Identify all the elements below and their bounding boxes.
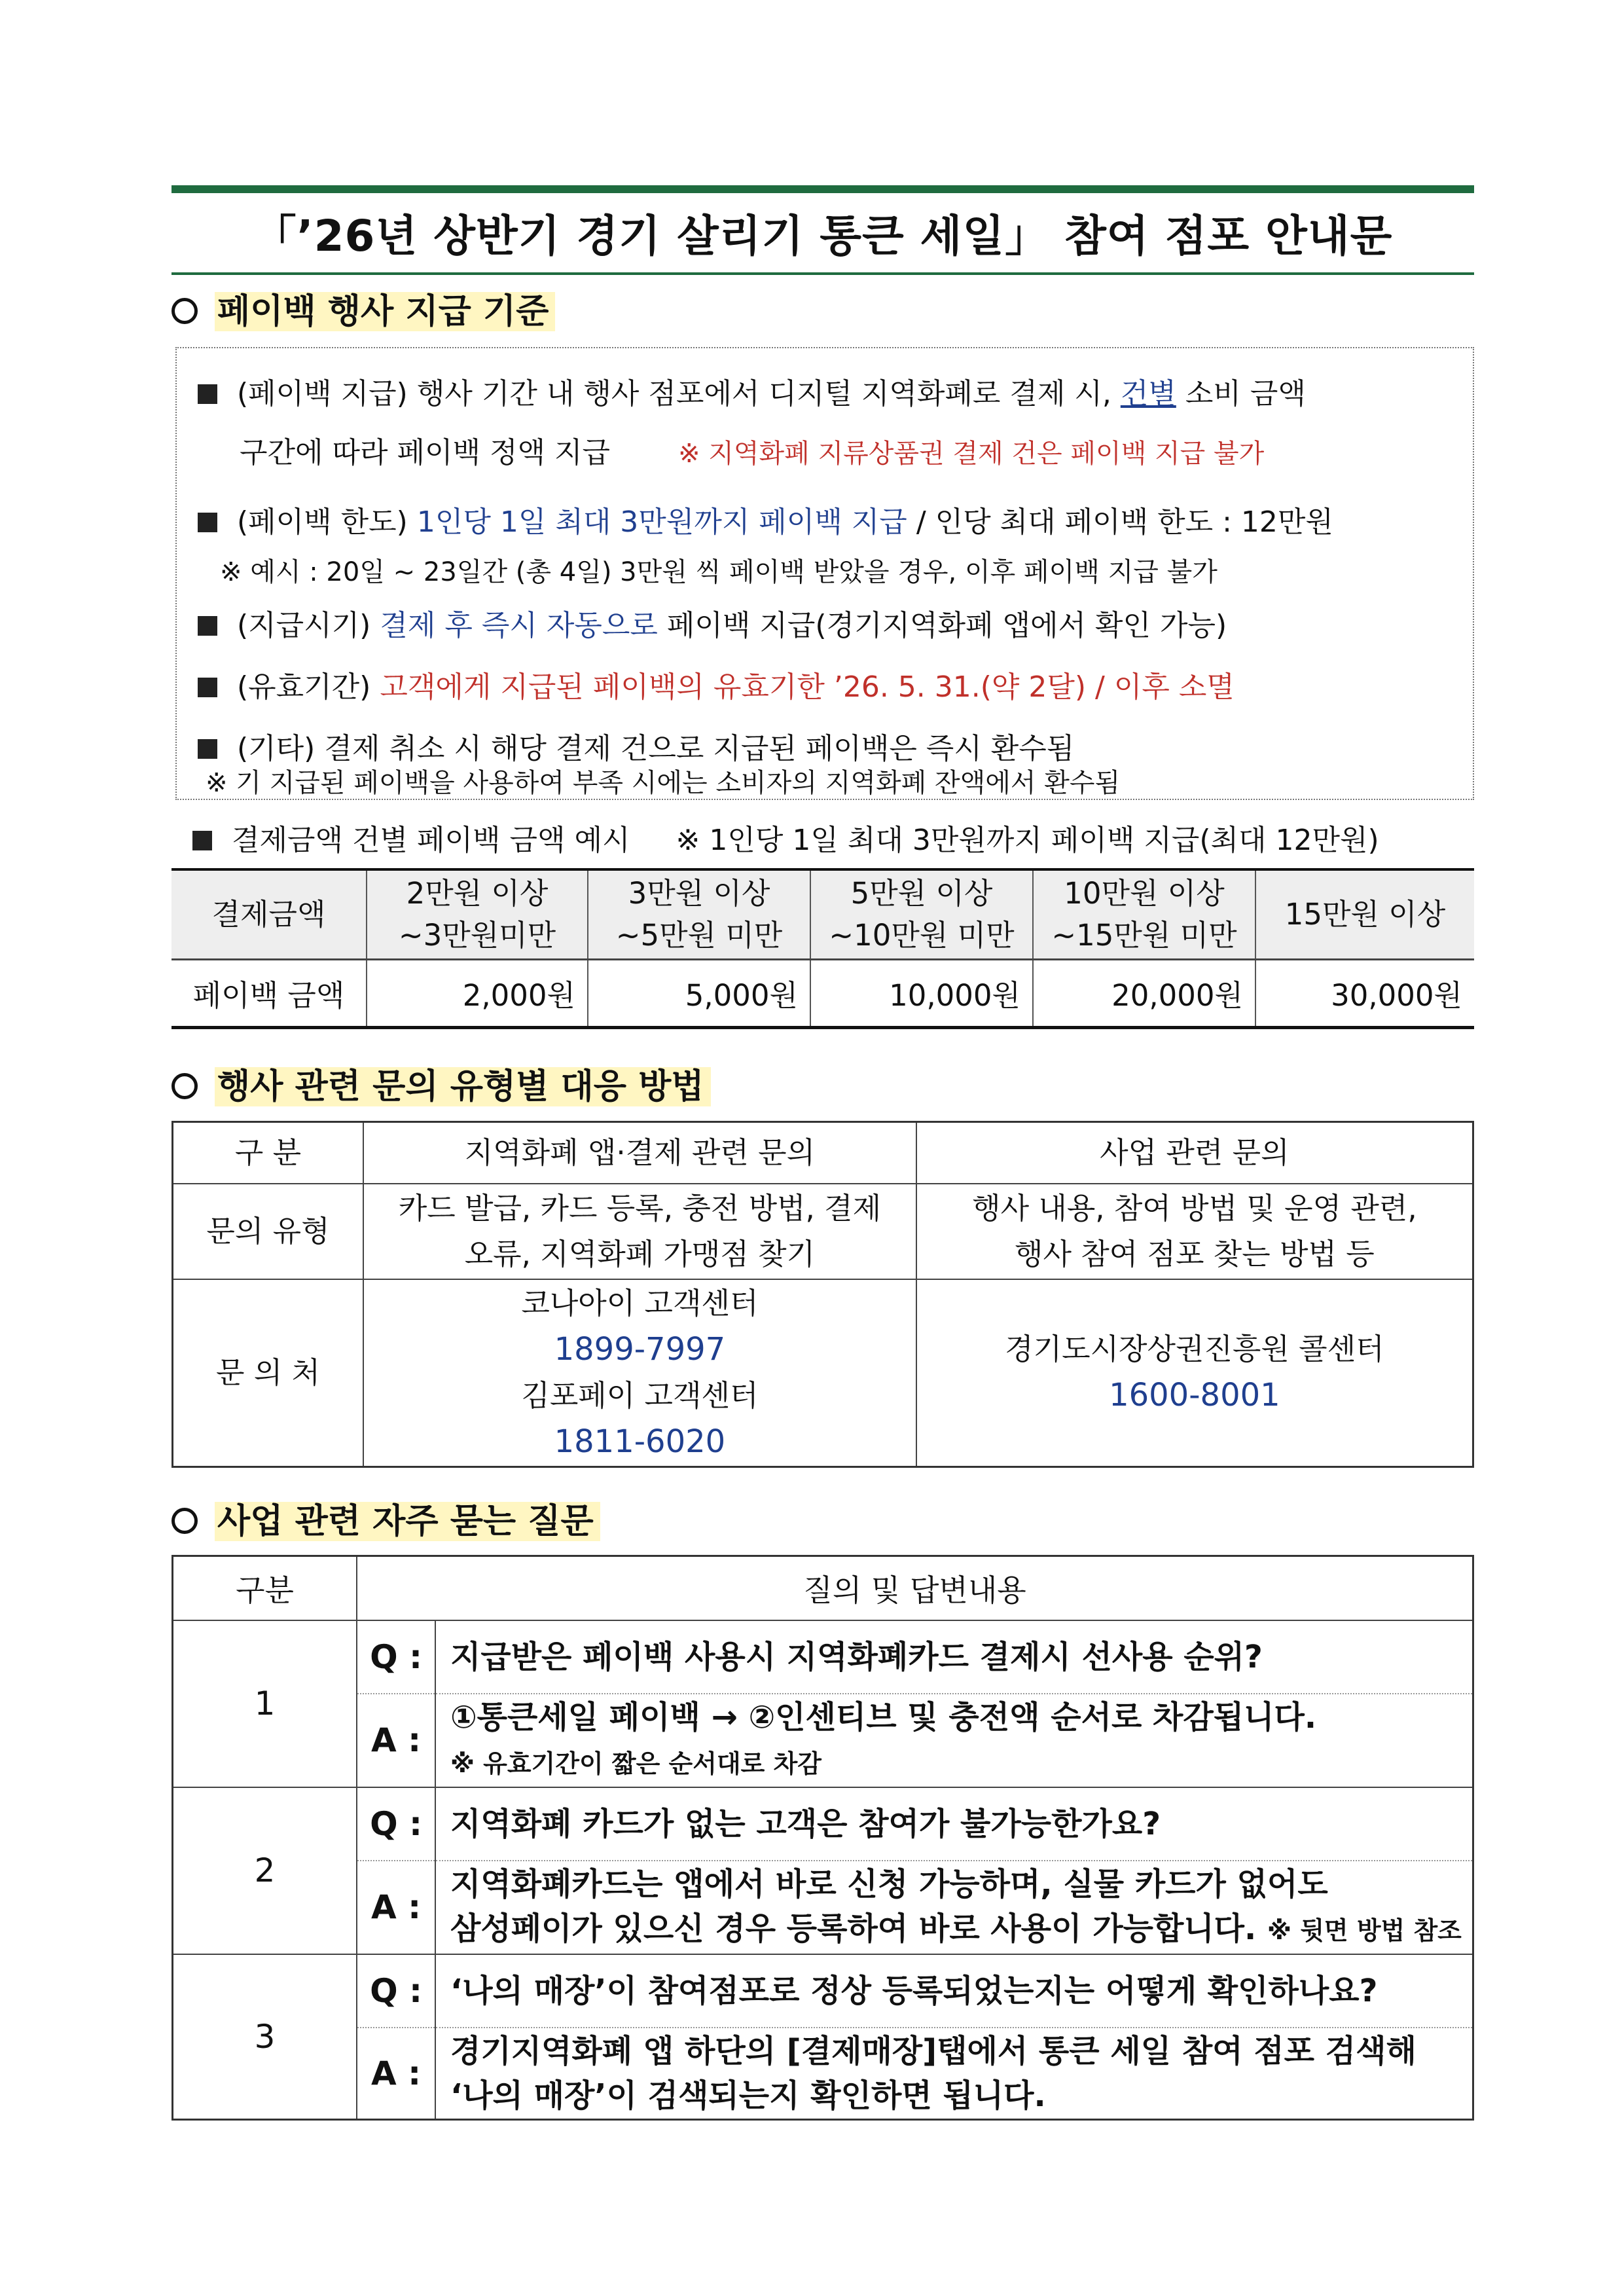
payback-value-4: 20,000원 xyxy=(1033,958,1255,1027)
section-heading-text: 사업 관련 자주 묻는 질문 xyxy=(215,1502,600,1541)
amount-range-4: 10만원 이상 ~15만원 미만 xyxy=(1033,871,1255,958)
title-top-bar xyxy=(171,185,1474,193)
table-row xyxy=(173,1279,1473,1467)
faq-row xyxy=(173,1954,1473,2028)
row-label-type: 문의 유형 xyxy=(173,1184,364,1279)
table-mid-rule xyxy=(171,958,1474,960)
faq-row xyxy=(173,1694,1473,1787)
amount-range-3: 5만원 이상 ~10만원 미만 xyxy=(810,871,1033,958)
faq-number: 2 xyxy=(173,1787,357,1954)
square-bullet-icon xyxy=(198,739,217,759)
section-heading-payback xyxy=(171,287,555,337)
table-row xyxy=(171,871,1474,958)
faq-question: ‘나의 매장’이 참여점포로 정상 등록되었는지는 어떻게 확인하나요? xyxy=(435,1954,1473,2028)
payback-value-5: 30,000원 xyxy=(1255,958,1474,1027)
amount-range-2: 3만원 이상 ~5만원 미만 xyxy=(588,871,810,958)
criteria-item-validity: (유효기간) 고객에게 지급된 페이백의 유효기한 ’26. 5. 31.(약 2달) / 이후 소멸 xyxy=(198,666,1235,708)
inquiry-table xyxy=(171,1121,1474,1468)
a-label: A : xyxy=(357,2028,435,2120)
faq-row xyxy=(173,1620,1473,1694)
header-app-payment: 지역화폐 앱·결제 관련 문의 xyxy=(363,1122,916,1184)
amount-range-5: 15만원 이상 xyxy=(1255,871,1474,958)
criteria-limit-example: ※ 예시 : 20일 ~ 23일간 (총 4일) 3만원 씩 페이백 받았을 경우, 이후 페이백 지급 불가 xyxy=(220,557,1218,587)
criteria-item-other: (기타) 결제 취소 시 해당 결제 건으로 지급된 페이백은 즉시 환수됨 xyxy=(198,728,1074,770)
page-title: 「’26년 상반기 경기 살리기 통큰 세일」 참여 점포 안내문 xyxy=(253,211,1393,261)
table-row xyxy=(173,1122,1473,1184)
square-bullet-icon xyxy=(192,831,212,850)
table-row xyxy=(171,958,1474,1027)
square-bullet-icon xyxy=(198,513,217,532)
amount-range-1: 2만원 이상 ~3만원미만 xyxy=(367,871,588,958)
faq-row xyxy=(173,2028,1473,2120)
table-row xyxy=(173,1184,1473,1279)
q-label: Q : xyxy=(357,1954,435,2028)
title-bottom-rule xyxy=(171,272,1474,275)
row-label-contact: 문 의 처 xyxy=(173,1279,364,1467)
section-heading-text: 페이백 행사 지급 기준 xyxy=(215,292,555,331)
row-label-payback: 페이백 금액 xyxy=(192,977,345,1013)
faq-number: 1 xyxy=(173,1620,357,1787)
criteria-item-payback-cont: 구간에 따라 페이백 정액 지급 ※ 지역화폐 지류상품권 결제 건은 페이백 지급 불가 xyxy=(240,436,1265,469)
criteria-item-limit: (페이백 한도) 1인당 1일 최대 3만원까지 페이백 지급 / 인당 최대 페이백 한도 : 12만원 xyxy=(198,501,1333,543)
square-bullet-icon xyxy=(198,678,217,697)
type-business: 행사 내용, 참여 방법 및 운영 관련, 행사 참여 점포 찾는 방법 등 xyxy=(916,1184,1473,1279)
criteria-item-timing: (지급시기) 결제 후 즉시 자동으로 페이백 지급(경기지역화폐 앱에서 확인 가능) xyxy=(198,605,1227,647)
faq-number: 3 xyxy=(173,1954,357,2120)
faq-question: 지급받은 페이백 사용시 지역화폐카드 결제시 선사용 순위? xyxy=(435,1620,1473,1694)
table-bottom-rule xyxy=(171,1026,1474,1029)
phone-gimpo: 1811-6020 xyxy=(554,1423,726,1460)
payback-value-3: 10,000원 xyxy=(810,958,1033,1027)
phone-konai: 1899-7997 xyxy=(554,1330,726,1368)
header-division: 구 분 xyxy=(173,1122,364,1184)
circle-bullet-icon xyxy=(171,298,198,324)
q-label: Q : xyxy=(357,1620,435,1694)
faq-row xyxy=(173,1787,1473,1861)
criteria-item-payback: (페이백 지급) 행사 기간 내 행사 점포에서 디지털 지역화폐로 결제 시, 건별 소비 금액 xyxy=(198,373,1306,415)
faq-answer: ①통큰세일 페이백 → ②인센티브 및 충전액 순서로 차감됩니다. ※ 유효기간이 짧은 순서대로 차감 xyxy=(435,1694,1473,1787)
payback-criteria-box xyxy=(175,347,1474,800)
faq-table xyxy=(171,1555,1474,2121)
faq-header-content: 질의 및 답변내용 xyxy=(357,1556,1473,1620)
header-business: 사업 관련 문의 xyxy=(916,1122,1473,1184)
faq-answer: 경기지역화폐 앱 하단의 [결제매장]탭에서 통큰 세일 참여 점포 검색해 ‘나의 매장’이 검색되는지 확인하면 됩니다. xyxy=(435,2028,1473,2120)
q-label: Q : xyxy=(357,1787,435,1861)
section-heading-faq xyxy=(171,1497,600,1546)
table-row xyxy=(173,1556,1473,1620)
contact-app-payment: 코나아이 고객센터 1899-7997 김포페이 고객센터 1811-6020 xyxy=(363,1279,916,1467)
section-heading-text: 행사 관련 문의 유형별 대응 방법 xyxy=(215,1067,711,1106)
payback-example-table xyxy=(171,871,1474,1027)
faq-question: 지역화폐 카드가 없는 고객은 참여가 불가능한가요? xyxy=(435,1787,1473,1861)
payback-value-2: 5,000원 xyxy=(588,958,810,1027)
a-label: A : xyxy=(357,1694,435,1787)
circle-bullet-icon xyxy=(171,1073,198,1099)
type-app-payment: 카드 발급, 카드 등록, 충전 방법, 결제 오류, 지역화폐 가맹점 찾기 xyxy=(363,1184,916,1279)
phone-market-agency: 1600-8001 xyxy=(1109,1377,1280,1413)
faq-answer: 지역화폐카드는 앱에서 바로 신청 가능하며, 실물 카드가 없어도 삼성페이가 있으신 경우 등록하여 바로 사용이 가능합니다. ※ 뒷면 방법 참조 xyxy=(435,1861,1473,1954)
a-label: A : xyxy=(357,1861,435,1954)
payback-value-1: 2,000원 xyxy=(367,958,588,1027)
faq-header-division: 구분 xyxy=(173,1556,357,1620)
criteria-other-note: ※ 기 지급된 페이백을 사용하여 부족 시에는 소비자의 지역화폐 잔액에서 환수됨 xyxy=(206,768,1121,798)
faq-row xyxy=(173,1861,1473,1954)
square-bullet-icon xyxy=(198,384,217,404)
contact-business: 경기도시장상권진흥원 콜센터 1600-8001 xyxy=(916,1279,1473,1467)
section-heading-inquiry xyxy=(171,1062,711,1112)
square-bullet-icon xyxy=(198,616,217,636)
circle-bullet-icon xyxy=(171,1508,198,1534)
row-label-amount: 결제금액 xyxy=(171,871,367,958)
payback-example-heading: 결제금액 건별 페이백 금액 예시 ※ 1인당 1일 최대 3만원까지 페이백 지급(최대 12만원) xyxy=(192,820,1379,862)
